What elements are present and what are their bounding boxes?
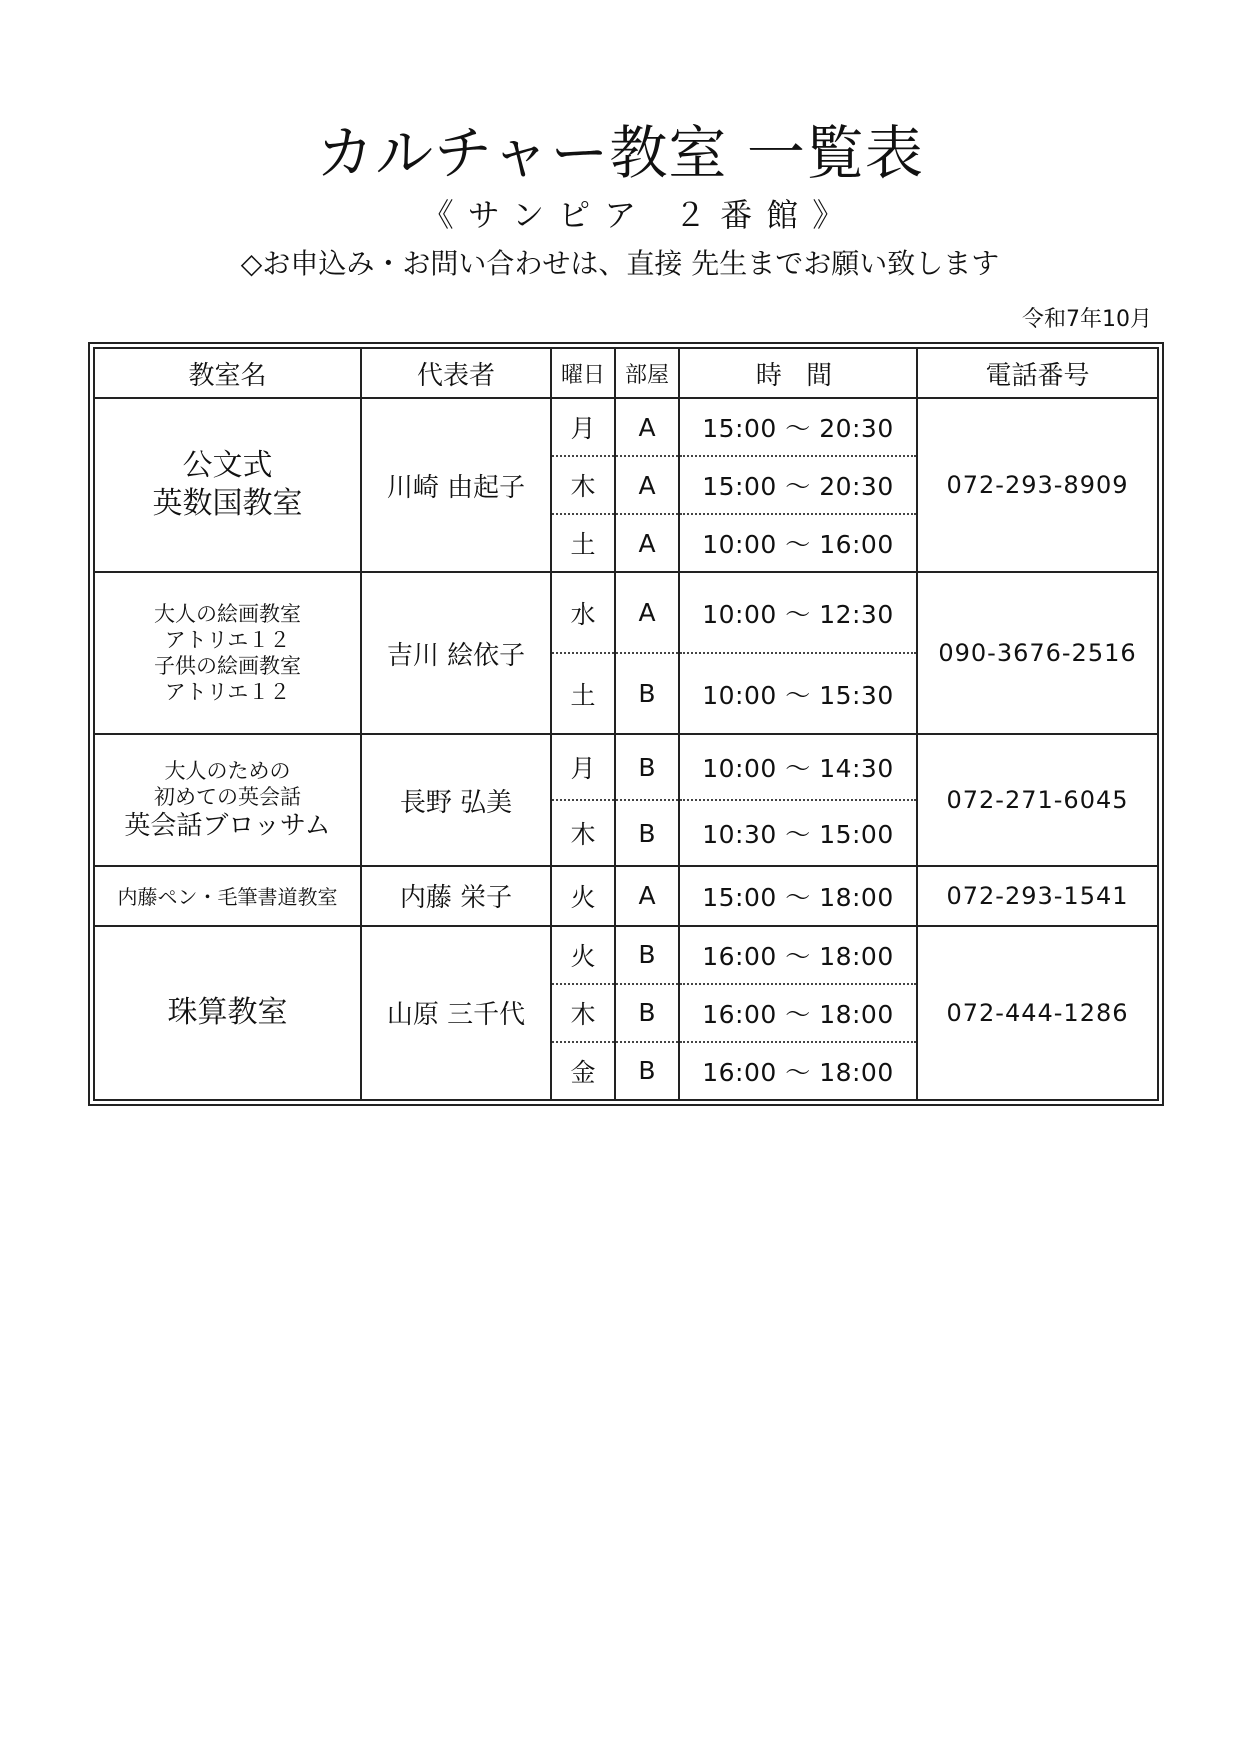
class-name-line: 子供の絵画教室 [154, 654, 301, 679]
time-cell: 16:00 ～ 18:00 [679, 1042, 917, 1100]
header-time: 時 間 [679, 348, 917, 398]
day-cell: 水 [551, 572, 615, 653]
class-schedule-table-frame [88, 342, 1164, 1106]
room-cell: B [615, 984, 679, 1042]
building-subtitle: 《サンピア ２番館》 [421, 196, 859, 234]
class-name-line: アトリエ１２ [164, 628, 291, 653]
time-cell: 10:00 ～ 14:30 [679, 734, 917, 800]
day-cell: 土 [551, 653, 615, 734]
representative: 長野 弘美 [361, 734, 551, 866]
table-row [94, 572, 1158, 653]
phone-number: 090-3676-2516 [917, 572, 1158, 734]
class-name-calligraphy [94, 866, 361, 926]
day-cell: 月 [551, 734, 615, 800]
class-name-atelier [94, 572, 361, 734]
header-room: 部屋 [615, 348, 679, 398]
table-row [94, 398, 1158, 456]
class-name-kumon [94, 398, 361, 572]
room-cell: A [615, 514, 679, 572]
time-cell: 10:00 ～ 16:00 [679, 514, 917, 572]
class-name-line: 公文式 [182, 448, 273, 484]
phone-number: 072-293-8909 [917, 398, 1158, 572]
time-cell: 10:00 ～ 15:30 [679, 653, 917, 734]
contact-notice: ◇お申込み・お問い合わせは、直接 先生までお願い致します [240, 247, 1000, 280]
room-cell: B [615, 926, 679, 984]
class-name-line: 英会話ブロッサム [124, 811, 331, 842]
phone-number: 072-444-1286 [917, 926, 1158, 1100]
table-row [94, 866, 1158, 926]
time-cell: 15:00 ～ 20:30 [679, 456, 917, 514]
issue-date: 令和7年10月 [1022, 307, 1152, 332]
phone-number: 072-293-1541 [917, 866, 1158, 926]
time-cell: 10:30 ～ 15:00 [679, 800, 917, 866]
class-name-line: 大人のための [164, 759, 291, 784]
representative: 内藤 栄子 [361, 866, 551, 926]
room-cell: A [615, 456, 679, 514]
class-name-line: 内藤ペン・毛筆書道教室 [117, 885, 338, 910]
class-name-line: アトリエ１２ [164, 680, 291, 705]
class-schedule-table [93, 347, 1159, 1101]
class-name-abacus [94, 926, 361, 1100]
class-name-english [94, 734, 361, 866]
header-day: 曜日 [551, 348, 615, 398]
time-cell: 10:00 ～ 12:30 [679, 572, 917, 653]
class-name-line: 初めての英会話 [154, 785, 301, 810]
day-cell: 月 [551, 398, 615, 456]
time-cell: 15:00 ～ 18:00 [679, 866, 917, 926]
room-cell: B [615, 800, 679, 866]
header-class: 教室名 [94, 348, 361, 398]
representative: 山原 三千代 [361, 926, 551, 1100]
table-row [94, 926, 1158, 984]
class-name-line: 珠算教室 [167, 994, 288, 1030]
representative: 吉川 絵依子 [361, 572, 551, 734]
time-cell: 16:00 ～ 18:00 [679, 984, 917, 1042]
class-name-line: 大人の絵画教室 [154, 602, 301, 627]
day-cell: 木 [551, 456, 615, 514]
time-cell: 16:00 ～ 18:00 [679, 926, 917, 984]
day-cell: 金 [551, 1042, 615, 1100]
day-cell: 火 [551, 926, 615, 984]
room-cell: A [615, 572, 679, 653]
class-name-line: 英数国教室 [152, 486, 303, 522]
room-cell: B [615, 1042, 679, 1100]
room-cell: A [615, 398, 679, 456]
phone-number: 072-271-6045 [917, 734, 1158, 866]
header-rep: 代表者 [361, 348, 551, 398]
page-title: カルチャー教室 一覧表 [316, 119, 924, 187]
day-cell: 土 [551, 514, 615, 572]
header-tel: 電話番号 [917, 348, 1158, 398]
day-cell: 木 [551, 984, 615, 1042]
table-row [94, 734, 1158, 800]
table-header-row [94, 348, 1158, 398]
day-cell: 木 [551, 800, 615, 866]
room-cell: B [615, 734, 679, 800]
representative: 川崎 由起子 [361, 398, 551, 572]
room-cell: B [615, 653, 679, 734]
room-cell: A [615, 866, 679, 926]
time-cell: 15:00 ～ 20:30 [679, 398, 917, 456]
day-cell: 火 [551, 866, 615, 926]
